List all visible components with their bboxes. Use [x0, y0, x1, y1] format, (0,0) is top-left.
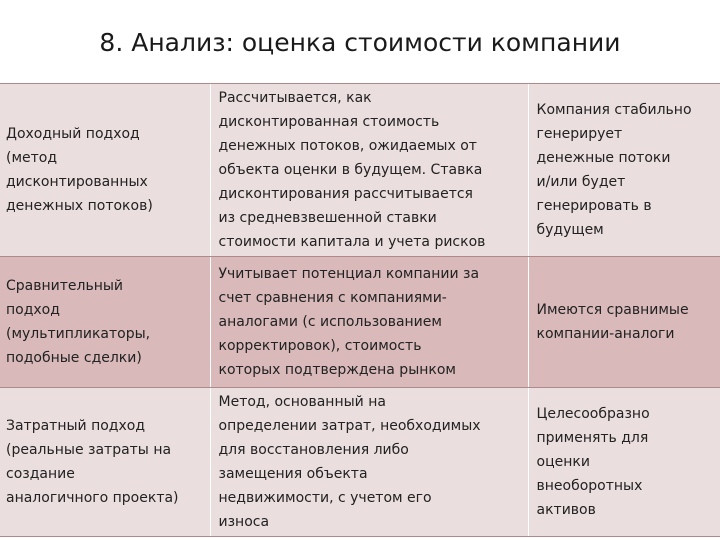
approach-detail: аналогичного проекта) [6, 490, 179, 506]
approach-detail: подобные сделки) [6, 350, 142, 366]
description-line: Метод, основанный на [218, 394, 386, 410]
description-cell [210, 257, 528, 388]
approach-detail: создание [6, 466, 75, 482]
description-line: счет сравнения с компаниями- [218, 290, 447, 306]
description-line: износа [218, 514, 270, 530]
description-line: корректировок), стоимость [218, 338, 422, 354]
applicability-line: оценки [536, 454, 590, 470]
applicability-cell [528, 84, 720, 257]
approach-cell [0, 84, 210, 257]
table-row-comparative [0, 257, 720, 388]
description-line: аналогами (с использованием [218, 314, 442, 330]
approach-detail: дисконтированных [6, 174, 148, 190]
description-line: определении затрат, необходимых [218, 418, 481, 434]
approach-detail: (метод [6, 150, 58, 166]
description-line: для восстановления либо [218, 442, 409, 458]
applicability-line: денежные потоки [536, 150, 671, 166]
description-line: недвижимости, с учетом его [218, 490, 432, 506]
description-line: денежных потоков, ожидаемых от [218, 138, 477, 154]
description-line: замещения объекта [218, 466, 368, 482]
description-line: дисконтирования рассчитывается [218, 186, 473, 202]
applicability-line: применять для [536, 430, 649, 446]
description-line: из средневзвешенной ставки [218, 210, 437, 226]
applicability-line: Компания стабильно [536, 102, 692, 118]
applicability-line: генерировать в [536, 198, 652, 214]
approach-name: подход [6, 302, 60, 318]
applicability-line: Имеются сравнимые [536, 302, 689, 318]
description-line: Рассчитывается, как [218, 90, 372, 106]
approach-detail: (мультипликаторы, [6, 326, 151, 342]
applicability-cell [528, 388, 720, 537]
description-line: объекта оценки в будущем. Ставка [218, 162, 483, 178]
applicability-line: генерирует [536, 126, 623, 142]
description-line: дисконтированная стоимость [218, 114, 440, 130]
table-row-income [0, 84, 720, 257]
applicability-line: компании-аналоги [536, 326, 675, 342]
applicability-line: и/или будет [536, 174, 626, 190]
approach-detail: денежных потоков) [6, 198, 153, 214]
description-cell [210, 388, 528, 537]
applicability-line: будущем [536, 222, 604, 238]
description-line: Учитывает потенциал компании за [218, 266, 480, 282]
approach-cell [0, 388, 210, 537]
applicability-line: внеоборотных [536, 478, 643, 494]
page-title: 8. Анализ: оценка стоимости компании [99, 28, 621, 57]
approach-detail: (реальные затраты на [6, 442, 172, 458]
approach-name: Доходный подход [6, 126, 140, 142]
table-row-cost [0, 388, 720, 537]
applicability-cell [528, 257, 720, 388]
description-line: которых подтверждена рынком [218, 362, 456, 378]
applicability-line: Целесообразно [536, 406, 650, 422]
approach-name: Сравнительный [6, 278, 124, 294]
approach-cell [0, 257, 210, 388]
approach-name: Затратный подход [6, 418, 146, 434]
description-cell [210, 84, 528, 257]
valuation-table [0, 83, 720, 537]
description-line: стоимости капитала и учета рисков [218, 234, 486, 250]
applicability-line: активов [536, 502, 596, 518]
